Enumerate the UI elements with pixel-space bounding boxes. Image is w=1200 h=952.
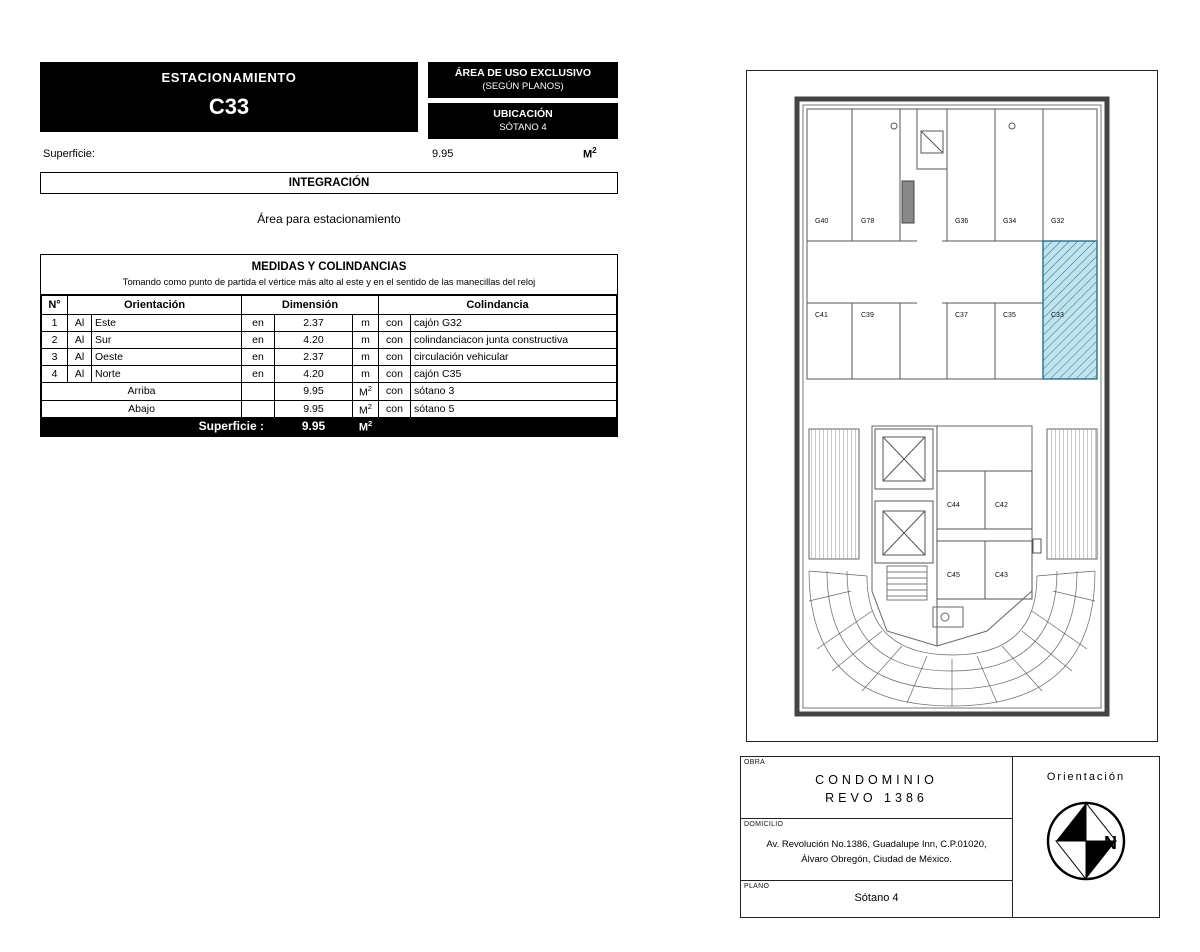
svg-text:G40: G40: [815, 218, 829, 225]
cell-al: Al: [68, 315, 92, 332]
cell-con: con: [379, 332, 411, 349]
cell-unit: $M^2$: [353, 400, 379, 418]
title-block: [740, 756, 1160, 918]
cell-en: en: [242, 366, 275, 383]
unit-title-block: [40, 62, 418, 132]
svg-text:G32: G32: [1051, 218, 1065, 225]
domicilio-line1: Av. Revolución No.1386, Guadalupe Inn, C.P.01020,: [766, 839, 987, 850]
highlighted-parking-stall: [1043, 241, 1097, 379]
cell-no: 4: [42, 366, 68, 383]
cell-colindancia: colindanciacon junta constructiva: [411, 332, 617, 349]
domicilio-tag: DOMICILIO: [744, 821, 784, 828]
cell-con: con: [379, 366, 411, 383]
compass-icon: [1038, 793, 1134, 889]
plano-tag: PLANO: [744, 883, 770, 890]
north-letter: N: [1104, 833, 1117, 853]
ubicacion-box: [428, 103, 618, 139]
cell-unit: m: [353, 366, 379, 383]
cell-con: con: [379, 315, 411, 332]
table-header-row: [42, 296, 617, 315]
cell-dimension: 4.20: [275, 366, 353, 383]
superficie-value: 9.95: [432, 148, 454, 160]
col-orientacion: Orientación: [68, 296, 242, 315]
svg-text:C44: C44: [947, 502, 960, 509]
cell-en: en: [242, 332, 275, 349]
svg-text:C43: C43: [995, 572, 1008, 579]
orientacion-title: Orientación: [1046, 771, 1126, 783]
cell-no: 2: [42, 332, 68, 349]
plano-section: [741, 881, 1012, 917]
superficie-unit: $M^2$: [583, 146, 597, 161]
ubicacion-value: SÓTANO 4: [499, 122, 547, 133]
unit-code: C33: [208, 94, 250, 119]
floor-plan-drawing: [747, 71, 1157, 741]
table-row-abajo: [42, 400, 617, 418]
table-row-total: [42, 418, 617, 436]
floor-plan-frame: [746, 70, 1158, 742]
compass-wrap: [1013, 793, 1159, 889]
header-right-boxes: [428, 62, 618, 139]
cell-en: en: [242, 349, 275, 366]
cell-vertical-label: Arriba: [42, 383, 242, 401]
ubicacion-title: UBICACIÓN: [493, 108, 553, 120]
cell-orientacion: Norte: [92, 366, 242, 383]
medidas-header: [41, 255, 617, 295]
cell-orientacion: Este: [92, 315, 242, 332]
condominio-line1: CONDOMINIO: [815, 773, 938, 787]
cell-colindancia: cajón G32: [411, 315, 617, 332]
table-row: [42, 349, 617, 366]
svg-text:G36: G36: [955, 218, 969, 225]
cell-unit: $M^2$: [353, 383, 379, 401]
area-exclusive-box: [428, 62, 618, 98]
cell-colindancia: cajón C35: [411, 366, 617, 383]
cell-dimension: 2.37: [275, 349, 353, 366]
cell-unit: m: [353, 332, 379, 349]
cell-al: Al: [68, 349, 92, 366]
cell-dimension: 9.95: [275, 383, 353, 401]
total-unit: $M^2$: [353, 418, 379, 436]
total-value: 9.95: [275, 418, 353, 436]
integracion-title: INTEGRACIÓN: [40, 172, 618, 194]
svg-text:C42: C42: [995, 502, 1008, 509]
cell-orientacion: Sur: [92, 332, 242, 349]
svg-text:C45: C45: [947, 572, 960, 579]
data-panel: [40, 62, 618, 437]
cell-no: 3: [42, 349, 68, 366]
cell-spacer: [242, 383, 275, 401]
total-spacer-1: [379, 418, 411, 436]
svg-text:C39: C39: [861, 312, 874, 319]
condominio-line2: REVO 1386: [825, 791, 928, 805]
cell-al: Al: [68, 332, 92, 349]
cell-al: Al: [68, 366, 92, 383]
total-spacer-2: [411, 418, 617, 436]
cell-colindancia: sótano 3: [411, 383, 617, 401]
cell-unit: m: [353, 349, 379, 366]
svg-text:C41: C41: [815, 312, 828, 319]
domicilio-line2: Álvaro Obregón, Ciudad de México.: [801, 854, 952, 865]
cell-colindancia: sótano 5: [411, 400, 617, 418]
medidas-table-block: [40, 254, 618, 437]
obra-section: [741, 757, 1012, 819]
cell-no: 1: [42, 315, 68, 332]
domicilio-section: [741, 819, 1012, 881]
cell-spacer: [242, 400, 275, 418]
cell-en: en: [242, 315, 275, 332]
cell-dimension: 2.37: [275, 315, 353, 332]
title-block-left: [741, 757, 1013, 917]
cell-colindancia: circulación vehicular: [411, 349, 617, 366]
medidas-table: [41, 295, 617, 436]
cell-con: con: [379, 400, 411, 418]
plano-value: Sótano 4: [854, 892, 899, 904]
superficie-label: Superficie:: [43, 148, 95, 160]
cell-unit: m: [353, 315, 379, 332]
col-dimension: Dimensión: [242, 296, 379, 315]
svg-text:C37: C37: [955, 312, 968, 319]
col-no: N°: [42, 296, 68, 315]
svg-text:G78: G78: [861, 218, 875, 225]
col-colindancia: Colindancia: [379, 296, 617, 315]
cell-vertical-label: Abajo: [42, 400, 242, 418]
svg-text:G34: G34: [1003, 218, 1017, 225]
table-row: [42, 315, 617, 332]
unit-type-label: ESTACIONAMIENTO: [161, 70, 297, 85]
total-label: Superficie :: [42, 418, 275, 436]
area-exclusive-title: ÁREA DE USO EXCLUSIVO: [454, 67, 592, 79]
superficie-row: [40, 146, 618, 168]
area-exclusive-subtitle: (SEGÚN PLANOS): [482, 81, 564, 92]
cell-dimension: 4.20: [275, 332, 353, 349]
obra-tag: OBRA: [744, 759, 766, 766]
table-row-arriba: [42, 383, 617, 401]
table-row: [42, 332, 617, 349]
medidas-title: MEDIDAS Y COLINDANCIAS: [251, 261, 407, 273]
svg-text:C33: C33: [1051, 312, 1064, 319]
cell-dimension: 9.95: [275, 400, 353, 418]
table-row: [42, 366, 617, 383]
medidas-subtitle: Tomando como punto de partida el vértice más alto al este y en el sentido de las manecillas del reloj: [122, 277, 536, 287]
cell-orientacion: Oeste: [92, 349, 242, 366]
orientation-section: [1013, 757, 1159, 917]
cell-con: con: [379, 349, 411, 366]
integracion-description: Área para estacionamiento: [257, 212, 401, 226]
svg-text:C35: C35: [1003, 312, 1016, 319]
cell-con: con: [379, 383, 411, 401]
